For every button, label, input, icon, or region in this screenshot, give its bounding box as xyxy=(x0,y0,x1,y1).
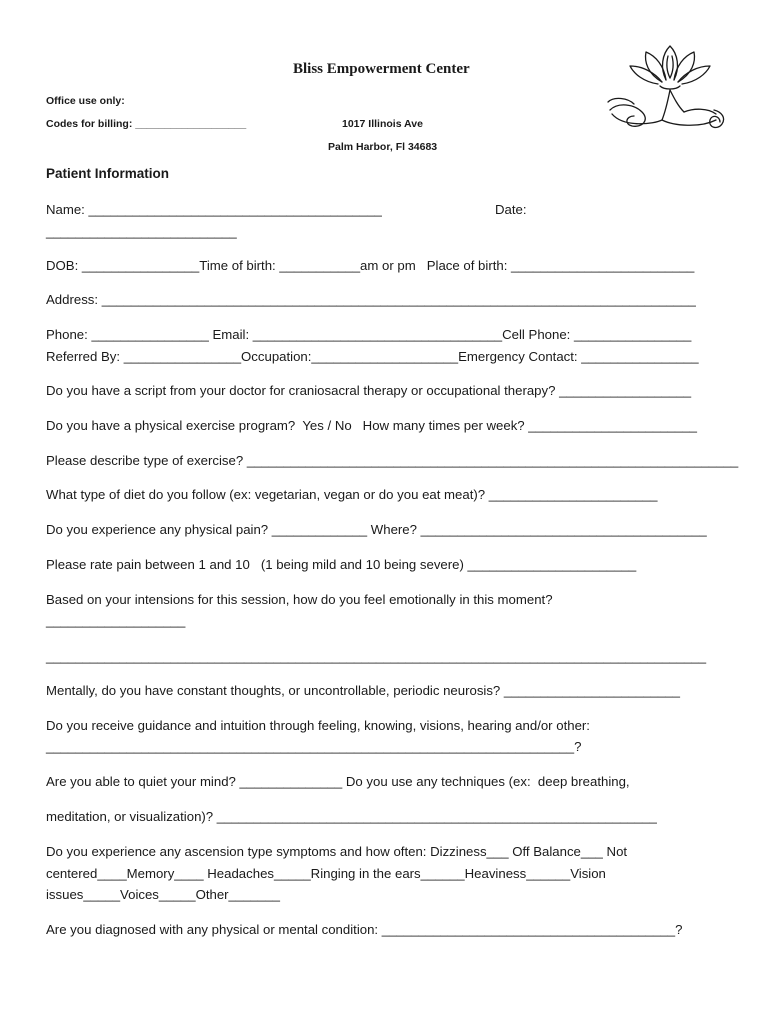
ascension-line-3[interactable]: issues_____Voices_____Other_______ xyxy=(46,887,280,902)
exercise-type-question[interactable]: Please describe type of exercise? ___________________________________________________________________ xyxy=(46,453,739,468)
billing-codes-field[interactable]: Codes for billing: ___________________ xyxy=(46,118,247,130)
emotion-question: Based on your intensions for this session, how do you feel emotionally in this moment? xyxy=(46,592,553,607)
date-label: Date: xyxy=(495,202,527,217)
ascension-line-1[interactable]: Do you experience any ascension type symptoms and how often: Dizziness___ Off Balance___ Not xyxy=(46,844,628,859)
phone-line[interactable]: Phone: ________________ Email: __________________________________Cell Phone: ________________ xyxy=(46,327,692,342)
exercise-question[interactable]: Do you have a physical exercise program? Yes / No How many times per week? _______________________ xyxy=(46,418,697,433)
pain-question[interactable]: Do you experience any physical pain? _____________ Where? _______________________________________ xyxy=(46,522,707,537)
mental-question[interactable]: Mentally, do you have constant thoughts, or uncontrollable, periodic neurosis? ________________________ xyxy=(46,683,680,698)
diet-question[interactable]: What type of diet do you follow (ex: vegetarian, vegan or do you eat meat)? _______________________ xyxy=(46,487,658,502)
name-field[interactable]: Name: ________________________________________ xyxy=(46,202,382,217)
section-title: Patient Information xyxy=(46,166,170,181)
address-line-2: Palm Harbor, Fl 34683 xyxy=(328,141,438,153)
form-title: Bliss Empowerment Center xyxy=(293,61,470,77)
emotion-answer-line-1[interactable]: ___________________ xyxy=(46,613,186,628)
script-question[interactable]: Do you have a script from your doctor for craniosacral therapy or occupational therapy? __________________ xyxy=(46,383,692,398)
pain-rating-question[interactable]: Please rate pain between 1 and 10 (1 being mild and 10 being severe) _______________________ xyxy=(46,557,637,572)
lotus-flower-icon xyxy=(604,40,734,132)
quiet-mind-question[interactable]: Are you able to quiet your mind? ______________ Do you use any techniques (ex: deep breathing, xyxy=(46,774,630,789)
emotion-answer-line-2[interactable]: __________________________________________________________________________________________ xyxy=(46,649,707,664)
diagnosis-question[interactable]: Are you diagnosed with any physical or mental condition: ________________________________________? xyxy=(46,922,683,937)
address-line-1: 1017 Illinois Ave xyxy=(342,118,423,130)
techniques-question[interactable]: meditation, or visualization)? ____________________________________________________________ xyxy=(46,809,657,824)
guidance-answer-line[interactable]: ________________________________________________________________________? xyxy=(46,739,582,754)
ascension-line-2[interactable]: centered____Memory____ Headaches_____Ringing in the ears______Heaviness______Vision xyxy=(46,866,606,881)
dob-line[interactable]: DOB: ________________Time of birth: ___________am or pm Place of birth: _________________________ xyxy=(46,258,695,273)
address-field[interactable]: Address: _________________________________________________________________________________ xyxy=(46,292,696,307)
office-use-label: Office use only: xyxy=(46,95,125,107)
guidance-question: Do you receive guidance and intuition through feeling, knowing, visions, hearing and/or other: xyxy=(46,718,590,733)
date-field[interactable]: __________________________ xyxy=(46,224,237,239)
referred-line[interactable]: Referred By: ________________Occupation:____________________Emergency Contact: ________________ xyxy=(46,349,699,364)
